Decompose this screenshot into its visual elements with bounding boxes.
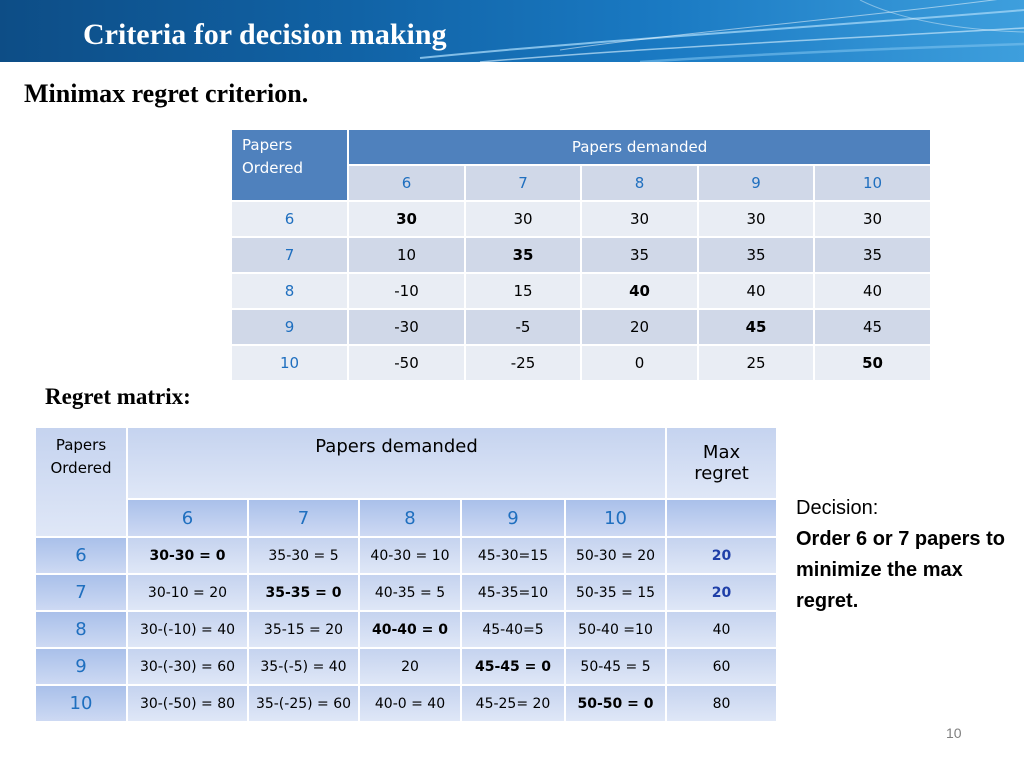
table-cell: 40-35 = 5 [359, 574, 461, 611]
row-label: 6 [35, 537, 127, 574]
table-cell: 50-50 = 0 [565, 685, 666, 722]
papers-ordered-header: Papers Ordered [35, 427, 127, 537]
max-regret-cell: 40 [666, 611, 777, 648]
table-row [231, 237, 931, 273]
table-cell: 15 [465, 273, 581, 309]
table-row [231, 309, 931, 345]
table-cell: 35 [814, 237, 931, 273]
table-cell: 10 [348, 237, 465, 273]
row-label: 6 [231, 201, 348, 237]
table-cell: 45-45 = 0 [461, 648, 565, 685]
decision-statement: Order 6 or 7 papers to minimize the max regret. [796, 528, 1005, 612]
table-cell: -25 [465, 345, 581, 381]
table-row [35, 685, 777, 722]
row-label: 10 [231, 345, 348, 381]
max-regret-cell: 20 [666, 574, 777, 611]
table-cell: 30 [465, 201, 581, 237]
row-label: 9 [231, 309, 348, 345]
table-cell: -10 [348, 273, 465, 309]
table-cell: 30-(-50) = 80 [127, 685, 248, 722]
demand-column-header: 8 [581, 165, 698, 201]
demand-column-header: 7 [465, 165, 581, 201]
table-cell: 45-40=5 [461, 611, 565, 648]
table-cell: -5 [465, 309, 581, 345]
table-cell: 40 [581, 273, 698, 309]
demand-column-header: 7 [248, 499, 359, 537]
table-cell: 20 [359, 648, 461, 685]
page-number: 10 [946, 725, 962, 741]
title-banner [0, 0, 1024, 62]
section-heading-minimax: Minimax regret criterion. [24, 79, 309, 108]
regret-table [34, 426, 778, 723]
max-regret-cell: 80 [666, 685, 777, 722]
demand-column-header: 6 [348, 165, 465, 201]
table-row [35, 537, 777, 574]
table-cell: 45-25= 20 [461, 685, 565, 722]
table-cell: 30 [348, 201, 465, 237]
decision-text-box [796, 493, 1016, 617]
table-cell: 30-10 = 20 [127, 574, 248, 611]
table-cell: 25 [698, 345, 814, 381]
demand-column-header: 9 [461, 499, 565, 537]
empty-header-cell [666, 499, 777, 537]
papers-ordered-header: Papers Ordered [231, 129, 348, 201]
table-cell: 35-35 = 0 [248, 574, 359, 611]
table-cell: 50-40 =10 [565, 611, 666, 648]
table-row [35, 611, 777, 648]
max-regret-header: Max regret [666, 427, 777, 499]
table-cell: 30-(-30) = 60 [127, 648, 248, 685]
table-cell: -50 [348, 345, 465, 381]
max-regret-cell: 60 [666, 648, 777, 685]
table-cell: 50-35 = 15 [565, 574, 666, 611]
demand-column-header: 8 [359, 499, 461, 537]
table-cell: 30 [698, 201, 814, 237]
table-cell: 40-0 = 40 [359, 685, 461, 722]
table-cell: 50 [814, 345, 931, 381]
table-cell: 50-45 = 5 [565, 648, 666, 685]
table-cell: 30 [581, 201, 698, 237]
table-cell: 35 [465, 237, 581, 273]
table-row [231, 345, 931, 381]
table-cell: 40 [814, 273, 931, 309]
table-cell: 30-(-10) = 40 [127, 611, 248, 648]
max-regret-cell: 20 [666, 537, 777, 574]
demand-column-header: 9 [698, 165, 814, 201]
decision-label: Decision: [796, 497, 879, 519]
row-label: 8 [231, 273, 348, 309]
section-heading-regret: Regret matrix: [45, 384, 191, 409]
table-cell: 35-(-25) = 60 [248, 685, 359, 722]
table-cell: 20 [581, 309, 698, 345]
demand-column-header: 10 [814, 165, 931, 201]
demand-column-header: 6 [127, 499, 248, 537]
table-cell: 40-40 = 0 [359, 611, 461, 648]
table-cell: 40-30 = 10 [359, 537, 461, 574]
table-row [231, 201, 931, 237]
table-cell: 45-35=10 [461, 574, 565, 611]
demand-column-header: 10 [565, 499, 666, 537]
papers-demanded-header: Papers demanded [348, 129, 931, 165]
table-cell: 40 [698, 273, 814, 309]
table-cell: 45 [814, 309, 931, 345]
table-cell: 35 [698, 237, 814, 273]
table-cell: 50-30 = 20 [565, 537, 666, 574]
table-cell: 30 [814, 201, 931, 237]
row-label: 9 [35, 648, 127, 685]
table-row [231, 273, 931, 309]
table-cell: 35-15 = 20 [248, 611, 359, 648]
table-cell: 35-(-5) = 40 [248, 648, 359, 685]
table-cell: 0 [581, 345, 698, 381]
payoff-table [230, 128, 932, 382]
table-cell: 35-30 = 5 [248, 537, 359, 574]
table-row [35, 574, 777, 611]
table-cell: 45-30=15 [461, 537, 565, 574]
table-cell: 45 [698, 309, 814, 345]
papers-demanded-header: Papers demanded [127, 427, 666, 499]
row-label: 7 [35, 574, 127, 611]
row-label: 8 [35, 611, 127, 648]
row-label: 7 [231, 237, 348, 273]
row-label: 10 [35, 685, 127, 722]
table-row [35, 648, 777, 685]
table-cell: 30-30 = 0 [127, 537, 248, 574]
table-cell: 35 [581, 237, 698, 273]
table-cell: -30 [348, 309, 465, 345]
slide-title: Criteria for decision making [83, 18, 447, 51]
